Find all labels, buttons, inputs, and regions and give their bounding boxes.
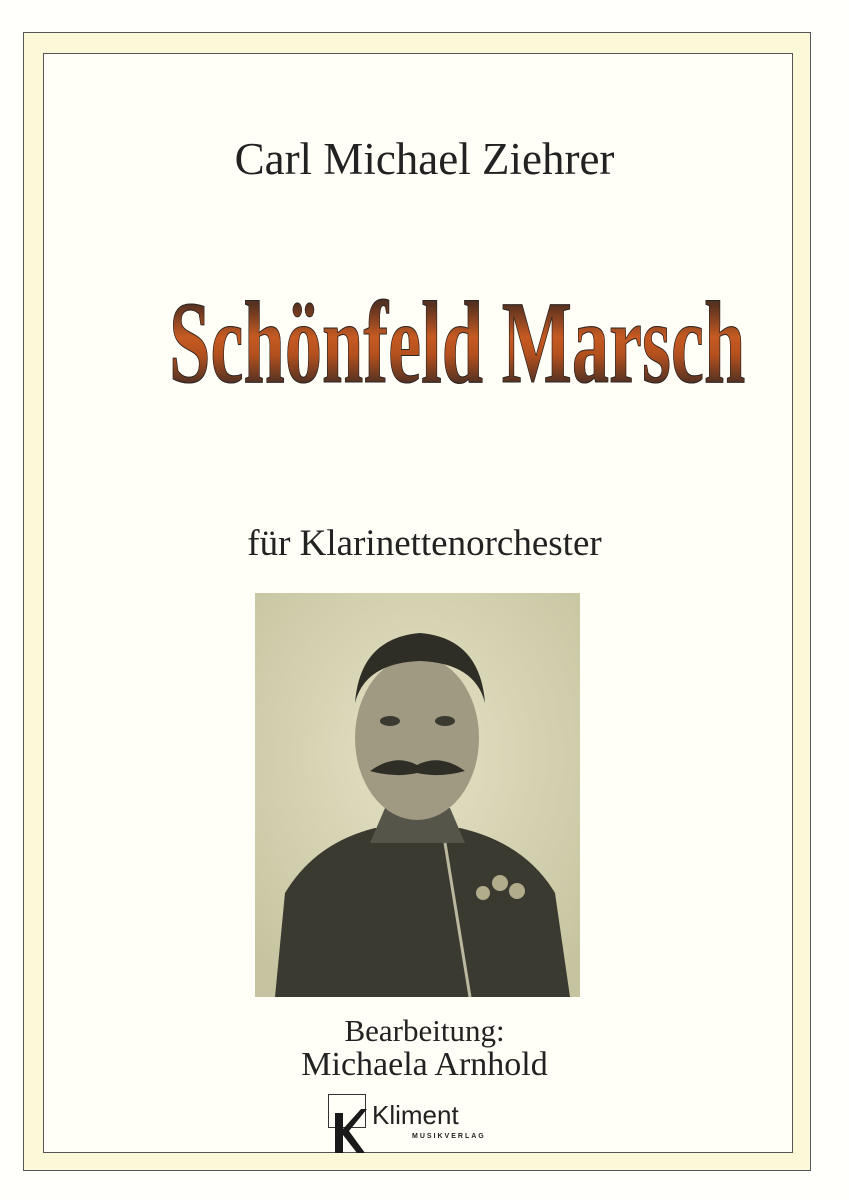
title-wrap [0, 277, 849, 408]
page-title: Schönfeld Marsch [169, 277, 746, 408]
composer-name: Carl Michael Ziehrer [234, 134, 615, 184]
publisher-name: Kliment [372, 1100, 459, 1130]
publisher-logo [328, 1094, 528, 1148]
arranger-name: Michaela Arnhold [301, 1046, 548, 1083]
subtitle: für Klarinettenorchester [247, 523, 602, 564]
composer-portrait [255, 593, 580, 997]
arrangement-label: Bearbeitung: [344, 1013, 505, 1048]
publisher-sub: MUSIKVERLAG [412, 1133, 486, 1140]
k-logo-icon [328, 1094, 366, 1128]
